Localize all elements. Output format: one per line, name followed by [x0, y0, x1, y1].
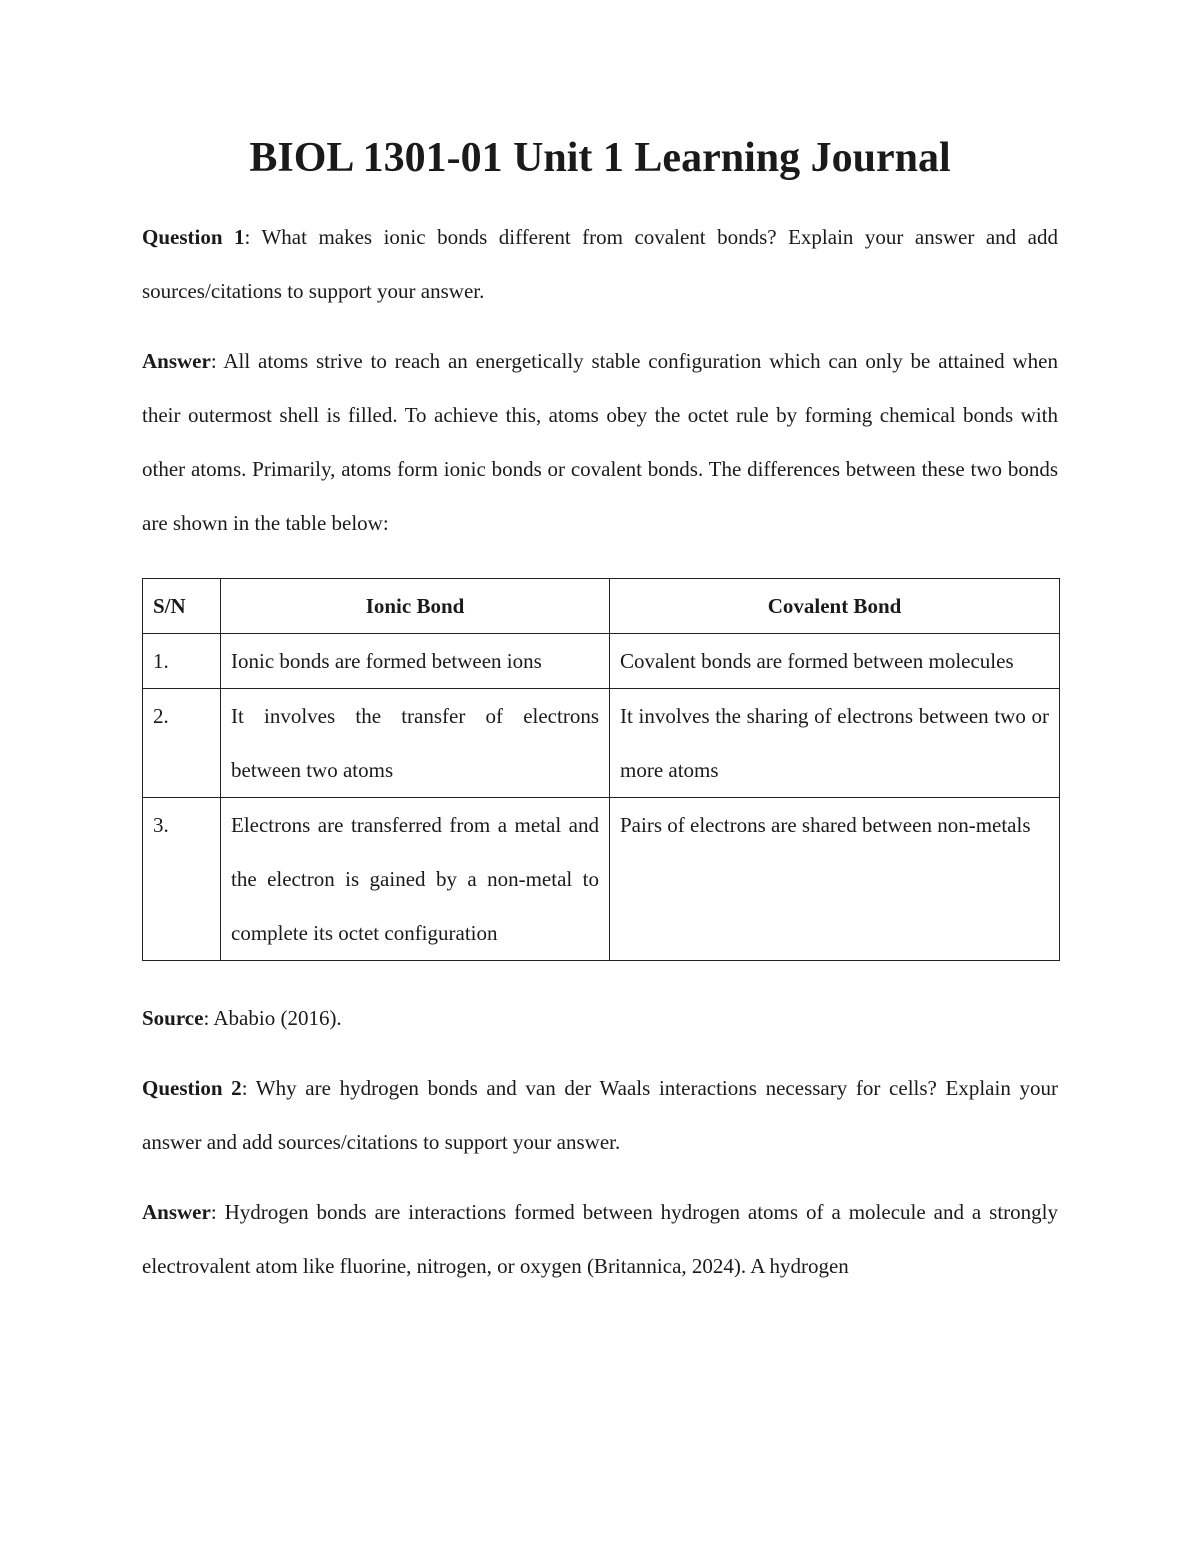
ionic-cell: Ionic bonds are formed between ions: [221, 634, 610, 689]
answer-1: [142, 334, 1058, 550]
document-body: [142, 135, 1058, 1293]
document-title: BIOL 1301-01 Unit 1 Learning Journal: [249, 135, 951, 181]
table-row: [143, 798, 1060, 961]
row-number: 2.: [143, 689, 221, 798]
answer-1-label: Answer: [142, 349, 211, 373]
covalent-cell: It involves the sharing of electrons between two or more atoms: [610, 689, 1060, 798]
table-row: [143, 689, 1060, 798]
question-1-label: Question 1: [142, 225, 245, 249]
covalent-cell: Covalent bonds are formed between molecules: [610, 634, 1060, 689]
question-2: [142, 1061, 1058, 1169]
table-header-row: [143, 579, 1060, 634]
question-2-label: Question 2: [142, 1076, 242, 1100]
question-1: [142, 210, 1058, 318]
question-2-text: : Why are hydrogen bonds and van der Waals interactions necessary for cells? Explain your answer and add sources/citations to support your answer.: [142, 1076, 1058, 1154]
ionic-cell: Electrons are transferred from a metal and the electron is gained by a non-metal to complete its octet configuration: [221, 798, 610, 961]
header-sn: S/N: [143, 579, 221, 634]
answer-2-label: Answer: [142, 1200, 211, 1224]
ionic-cell: It involves the transfer of electrons between two atoms: [221, 689, 610, 798]
bond-comparison-table: [142, 578, 1060, 961]
header-covalent-bond: Covalent Bond: [610, 579, 1060, 634]
answer-2: [142, 1185, 1058, 1293]
header-ionic-bond: Ionic Bond: [221, 579, 610, 634]
source-text: : Ababio (2016).: [203, 1006, 342, 1030]
row-number: 3.: [143, 798, 221, 961]
source-label: Source: [142, 1006, 204, 1030]
answer-2-text: : Hydrogen bonds are interactions formed between hydrogen atoms of a molecule and a strongly electrovalent atom like fluorine, nitrogen, or oxygen (Britannica, 2024). A hydrogen: [142, 1200, 1058, 1278]
row-number: 1.: [143, 634, 221, 689]
table-row: [143, 634, 1060, 689]
answer-1-text: : All atoms strive to reach an energetically stable configuration which can only be attained when their outermost shell is filled. To achieve this, atoms obey the octet rule by forming chemical bonds with other atoms. Primarily, atoms form ionic bonds or covalent bonds. The differences between these two bonds are shown in the table below:: [142, 349, 1058, 535]
covalent-cell: Pairs of electrons are shared between non-metals: [610, 798, 1060, 961]
question-1-text: : What makes ionic bonds different from covalent bonds? Explain your answer and add sources/citations to support your answer.: [142, 225, 1058, 303]
source-citation: [142, 991, 1058, 1045]
